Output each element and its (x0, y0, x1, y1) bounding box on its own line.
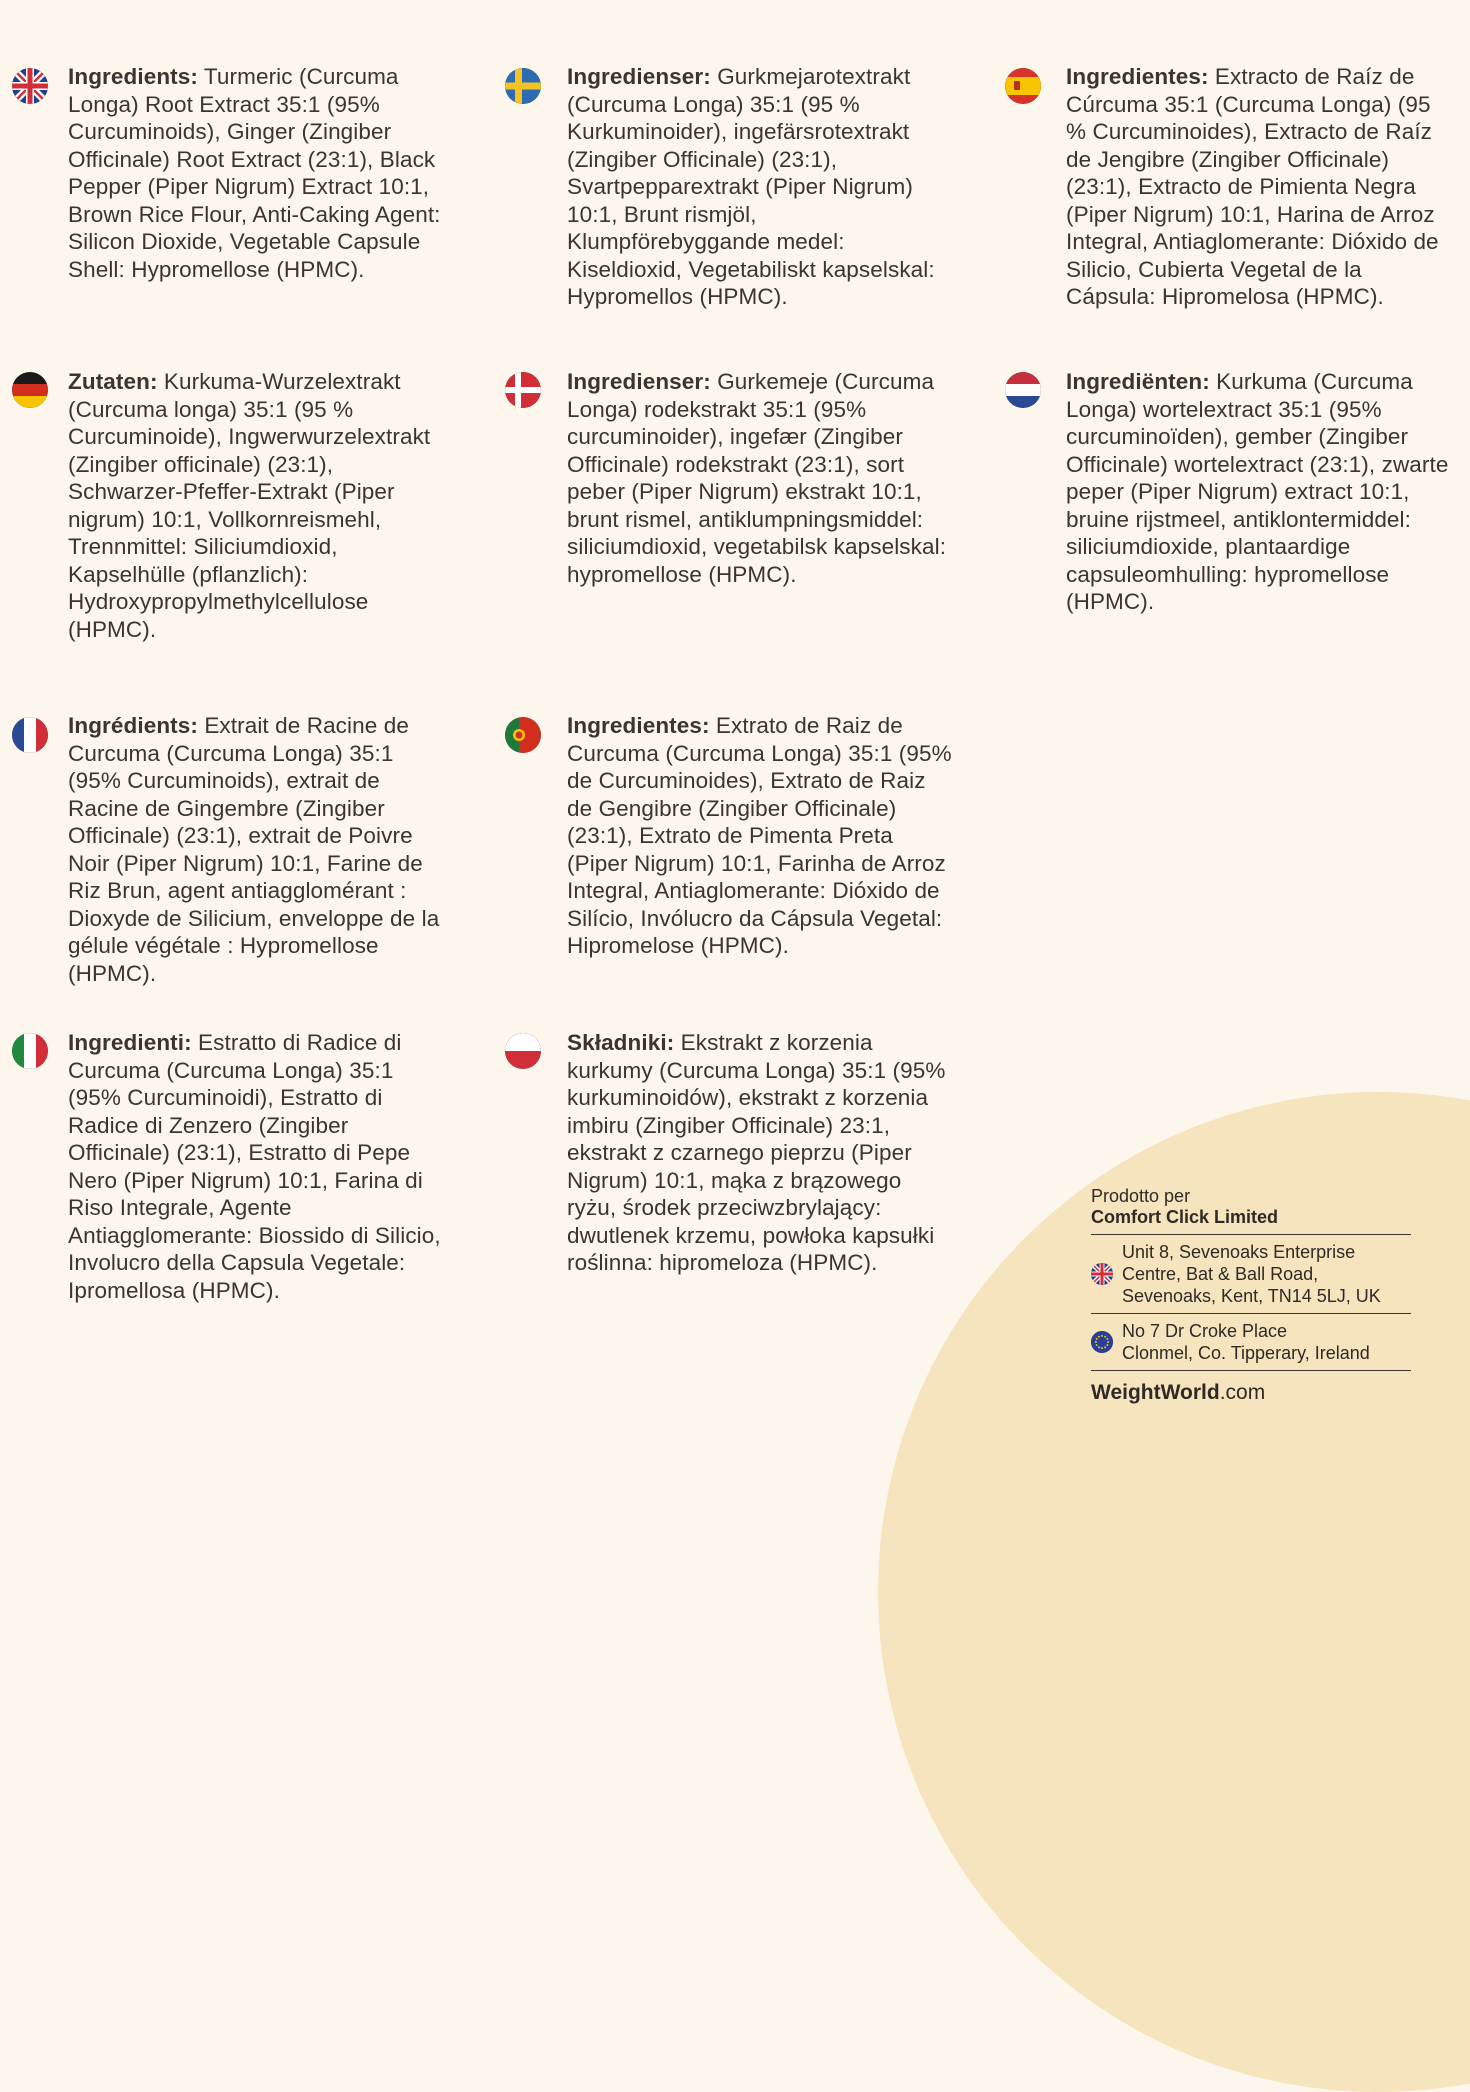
ingredients-text (68, 63, 448, 283)
website-brand: WeightWorld (1091, 1381, 1220, 1404)
eu-address-line: Clonmel, Co. Tipperary, Ireland (1122, 1343, 1370, 1363)
eu-address (1091, 1320, 1411, 1364)
ingredients-text (567, 63, 952, 311)
company-name: Comfort Click Limited (1091, 1207, 1279, 1227)
ingredients-body: Extrait de Racine de Curcuma (Curcuma Longa) 35:1 (95% Curcuminoids), extrait de Racine de Gingembre (Zingiber Officinale) (23:1), extrait de Poivre Noir (Piper Nigrum) 10:1, Farine de Riz Brun, agent antiagglomérant : Dioxyde de Silicium, enveloppe de la gélule végétale : Hypromellose (HPMC). (68, 713, 440, 986)
spain-flag-icon (1005, 68, 1041, 104)
poland-flag-icon (505, 1033, 541, 1069)
ingredients-text (1066, 368, 1451, 616)
ingredients-text (567, 1029, 952, 1277)
ingredients-text (68, 712, 448, 987)
uk-address (1091, 1241, 1411, 1307)
website-domain: .com (1219, 1381, 1266, 1404)
ingredients-text (567, 712, 952, 960)
netherlands-flag-icon (1005, 372, 1041, 408)
divider (1091, 1313, 1411, 1314)
denmark-flag-icon (505, 372, 541, 408)
ingredients-body: Gurkemeje (Curcuma Longa) rodekstrakt 35:1 (95% curcuminoider), ingefær (Zingiber Officinale) rodekstrakt (23:1), sort peber (Piper Nigrum) ekstrakt 10:1, brunt rismel, antiklumpningsmiddel: siliciumdioxid, vegetabilsk kapselskal: hypromellose (HPMC). (567, 369, 947, 587)
uk-flag-icon (12, 68, 48, 104)
france-flag-icon (12, 717, 48, 753)
ingredients-heading: Ingredienser: (567, 64, 711, 89)
ingredients-heading: Ingredientes: (1066, 64, 1209, 89)
manufacturer-info (1091, 1186, 1411, 1405)
ingredients-text (1066, 63, 1451, 311)
sweden-flag-icon (505, 68, 541, 104)
ingredients-body: Ekstrakt z korzenia kurkumy (Curcuma Longa) 35:1 (95% kurkuminoidów), ekstrakt z korzenia imbiru (Zingiber Officinale) 23:1, ekstrakt z czarnego pieprzu (Piper Nigrum) 10:1, mąka z brązowego ryżu, środek przeciwzbrylający: dwutlenek krzemu, powłoka kapsułki roślinna: hipromeloza (HPMC). (567, 1030, 946, 1275)
ingredients-heading: Ingredienser: (567, 369, 711, 394)
italy-flag-icon (12, 1033, 48, 1069)
eu-flag-icon (1091, 1331, 1113, 1353)
website (1091, 1381, 1411, 1405)
ingredients-body: Kurkuma-Wurzelextrakt (Curcuma longa) 35:1 (95 % Curcuminoide), Ingwerwurzelextrakt (Zingiber officinale) (23:1), Schwarzer-Pfeffer-Extrakt (Piper nigrum) 10:1, Vollkornreismehl, Trennmittel: Siliciumdioxid, Kapselhülle (pflanzlich): Hydroxypropylmethylcellulose (HPMC). (68, 369, 431, 642)
divider (1091, 1370, 1411, 1371)
ingredients-heading: Ingrédients: (68, 713, 198, 738)
uk-address-line: Centre, Bat & Ball Road, (1122, 1264, 1319, 1284)
ingredients-body: Gurkmejarotextrakt (Curcuma Longa) 35:1 (95 % Kurkuminoider), ingefärsrotextrakt (Zingiber Officinale) (23:1), Svartpepparextrakt (Piper Nigrum) 10:1, Brunt rismjöl, Klumpförebyggande medel: Kiseldioxid, Vegetabiliskt kapselskal: Hypromellos (HPMC). (567, 64, 935, 309)
eu-address-line: No 7 Dr Croke Place (1122, 1321, 1288, 1341)
ingredients-heading: Ingredienti: (68, 1030, 192, 1055)
manufacturer-lead: Prodotto per (1091, 1186, 1191, 1206)
divider (1091, 1234, 1411, 1235)
ingredients-heading: Ingrediënten: (1066, 369, 1210, 394)
portugal-flag-icon (505, 717, 541, 753)
ingredients-text (68, 368, 448, 643)
ingredients-body: Extracto de Raíz de Cúrcuma 35:1 (Curcuma Longa) (95 % Curcuminoides), Extracto de Raíz de Jengibre (Zingiber Officinale) (23:1), Extracto de Pimienta Negra (Piper Nigrum) 10:1, Harina de Arroz Integral, Antiaglomerante: Dióxido de Silicio, Cubierta Vegetal de la Cápsula: Hipromelosa (HPMC). (1066, 64, 1439, 309)
ingredients-heading: Ingredientes: (567, 713, 710, 738)
uk-flag-icon (1091, 1263, 1113, 1285)
ingredients-heading: Ingredients: (68, 64, 198, 89)
ingredients-text (567, 368, 952, 588)
uk-address-line: Sevenoaks, Kent, TN14 5LJ, UK (1122, 1286, 1381, 1306)
ingredients-body: Extrato de Raiz de Curcuma (Curcuma Longa) 35:1 (95% de Curcuminoides), Extrato de Raiz de Gengibre (Zingiber Officinale) (23:1), Extrato de Pimenta Preta (Piper Nigrum) 10:1, Farinha de Arroz Integral, Antiaglomerante: Dióxido de Silício, Invólucro da Cápsula Vegetal: Hipromelose (HPMC). (567, 713, 952, 958)
germany-flag-icon (12, 372, 48, 408)
ingredients-heading: Składniki: (567, 1030, 675, 1055)
ingredients-body: Kurkuma (Curcuma Longa) wortelextract 35:1 (95% curcuminoïden), gember (Zingiber Officinale) wortelextract (23:1), zwarte peper (Piper Nigrum) extract 10:1, bruine rijstmeel, antiklontermiddel: siliciumdioxide, plantaardige capsuleomhulling: hypromellose (HPMC). (1066, 369, 1449, 614)
ingredients-body: Estratto di Radice di Curcuma (Curcuma Longa) 35:1 (95% Curcuminoidi), Estratto di Radice di Zenzero (Zingiber Officinale) (23:1), Estratto di Pepe Nero (Piper Nigrum) 10:1, Farina di Riso Integrale, Agente Antiagglomerante: Biossido di Silicio, Involucro della Capsula Vegetale: Ipromellosa (HPMC). (68, 1030, 441, 1303)
ingredients-text (68, 1029, 448, 1304)
ingredients-body: Turmeric (Curcuma Longa) Root Extract 35:1 (95% Curcuminoids), Ginger (Zingiber Officinale) Root Extract (23:1), Black Pepper (Piper Nigrum) Extract 10:1, Brown Rice Flour, Anti-Caking Agent: Silicon Dioxide, Vegetable Capsule Shell: Hypromellose (HPMC). (68, 64, 441, 282)
ingredients-heading: Zutaten: (68, 369, 158, 394)
uk-address-line: Unit 8, Sevenoaks Enterprise (1122, 1242, 1356, 1262)
